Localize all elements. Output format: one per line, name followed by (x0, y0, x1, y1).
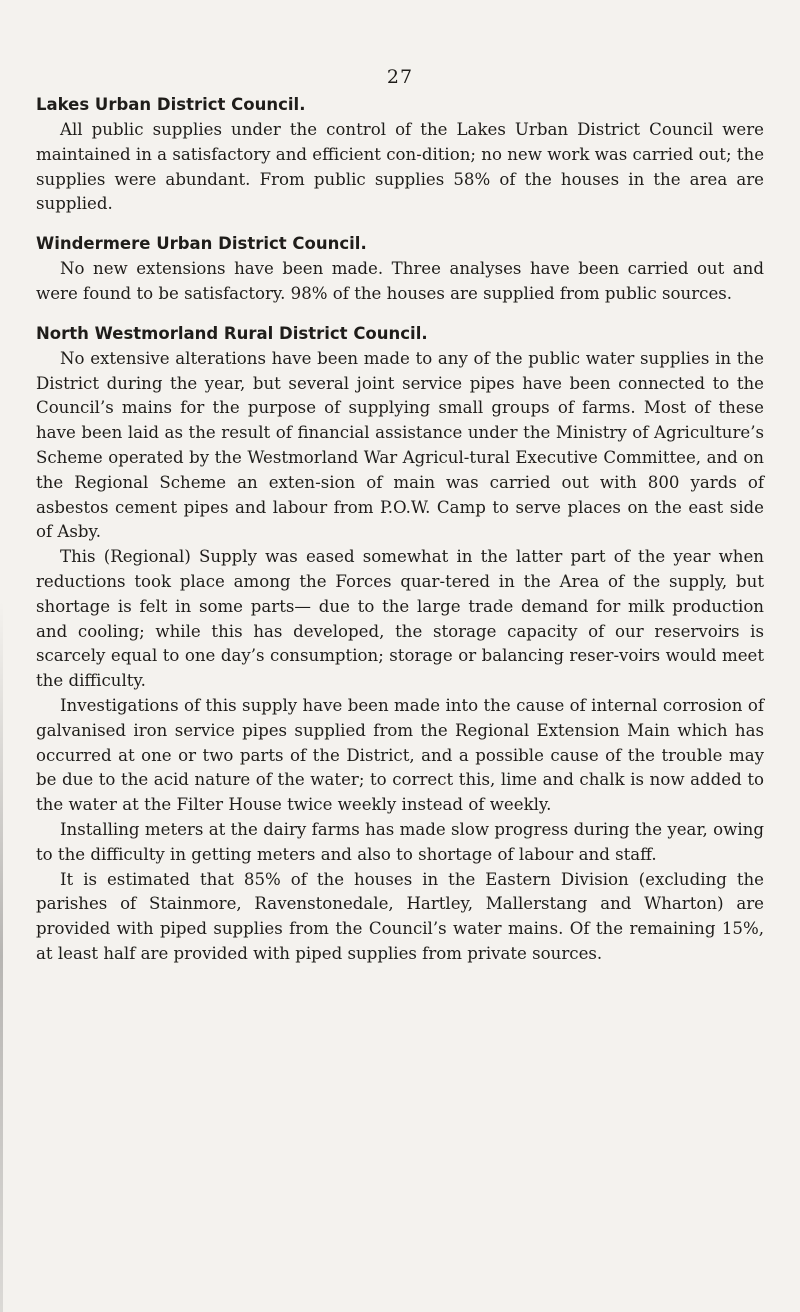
section-windermere-udc (36, 231, 764, 307)
paragraph: No new extensions have been made. Three analyses have been carried out and were found to be satisfactory. 98% of the houses are supplied from public sources. (36, 259, 764, 303)
scan-edge-shadow (0, 600, 3, 1312)
paragraph: No extensive alterations have been made to any of the public water supplies in the District during the year, but several joint service pipes have been connected to the Council’s mains for the purpose of supplying small groups of farms. Most of these have been laid as the result of financial assistance under the Ministry of Agriculture’s Scheme operated by the Westmorland War Agricul-tural Executive Committee, and on the Regional Scheme an exten-sion of main was carried out with 800 yards of asbestos cement pipes and labour from P.O.W. Camp to serve places on the east side of Asby. (36, 348, 764, 542)
section-heading: Lakes Urban District Council. (36, 95, 306, 114)
paragraph: This (Regional) Supply was eased somewhat in the latter part of the year when reductions took place among the Forces quar-tered in the Area of the supply, but shortage is felt in some parts— due to the large trade demand for milk production and cooling; while this has developed, the storage capacity of our reservoirs is scarcely equal to one day’s consumption; storage or balancing reser-voirs would meet the difficulty. (36, 547, 764, 691)
paragraph: All public supplies under the control of the Lakes Urban District Council were maintained in a satisfactory and efficient con-dition; no new work was carried out; the supplies were abundant. From public supplies 58% of the houses in the area are supplied. (36, 120, 765, 214)
section-heading: Windermere Urban District Council. (36, 234, 367, 254)
paragraph: Installing meters at the dairy farms has made slow progress during the year, owing to the difficulty in getting meters and also to shortage of labour and staff. (36, 819, 764, 864)
section-heading: North Westmorland Rural District Council. (36, 323, 428, 343)
paragraph: Investigations of this supply have been made into the cause of internal corrosion of galvanised iron service pipes supplied from the Regional Extension Main which has occurred at one or two parts of the District, and a possible cause of the trouble may be due to the acid nature of the water; to correct this, lime and chalk is now added to the water at the Filter House twice weekly instead of weekly. (36, 695, 764, 815)
page-number: 27 (386, 66, 414, 88)
page-body (36, 92, 764, 981)
section-north-westmorland-rdc (36, 321, 764, 967)
section-lakes-udc (36, 92, 764, 217)
paragraph: It is estimated that 85% of the houses in the Eastern Division (excluding the parishes of Stainmore, Ravenstonedale, Hartley, Mallerstang and Wharton) are provided with piped supplies from the Council’s water mains. Of the remaining 15%, at least half are provided with piped supplies from private sources. (36, 869, 764, 963)
